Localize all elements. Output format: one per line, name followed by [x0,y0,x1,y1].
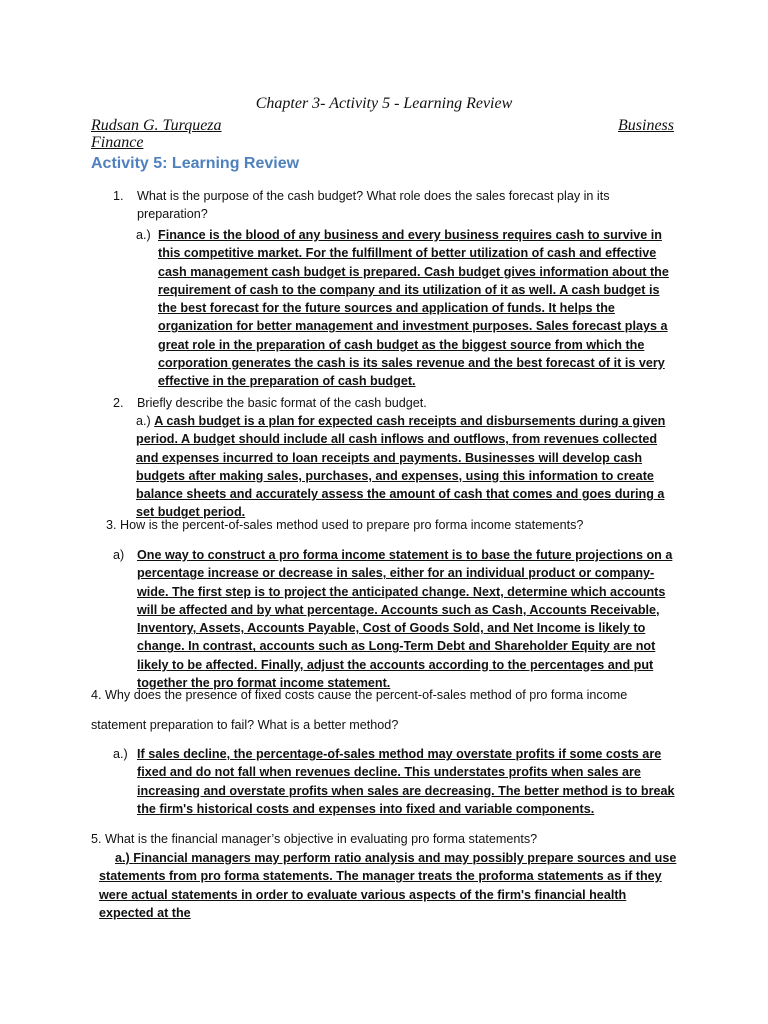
question-5-text: 5. What is the financial manager’s objective in evaluating pro forma statements? [91,832,538,846]
answer-4-text: If sales decline, the percentage-of-sales method may overstate profits if some costs are fixed and do not fall when revenues decline. This understates profits when sales are increasing and overstate profits when sales are decreasing. The better method is to break the firm's historical costs and expenses into fixed and variable components. [137,747,675,816]
answer-5-text: Financial managers may perform ratio analysis and may possibly prepare sources and use statements from pro forma statements. The manager treats the proforma statements as if they were actual statements in order to evaluate various aspects of the firm's financial health expected at the [99,851,677,920]
question-4-text-line-2: statement preparation to fail? What is a better method? [91,718,399,732]
answer-5-label: a.) [115,851,130,865]
question-2 [113,394,673,412]
answer-3 [113,546,683,692]
question-2-number: 2. [113,396,124,410]
subject-part-1: Business [618,117,674,134]
answer-3-text: One way to construct a pro forma income statement is to base the future projections on a percentage increase or decrease in sales, either for an individual product or company-wide. The first step is to project the anticipated change. Next, determine which accounts will be affected and by what percentage. Accounts such as Cash, Accounts Receivable, Inventory, Assets, Accounts Payable, Cost of Goods Sold, and Net Income is likely to change. In contrast, accounts such as Long-Term Debt and Shareholder Equity are not likely to be affected. Finally, adjust the accounts according to the percentages and put together the pro format income statement. [137,548,673,691]
question-2-text: Briefly describe the basic format of the cash budget. [137,396,427,410]
answer-1 [136,226,681,391]
question-4-text-line-1: 4. Why does the presence of fixed costs cause the percent-of-sales method of pro forma income [91,688,628,702]
author-subject-line [91,117,674,135]
answer-2-label: a.) [136,414,151,428]
question-1 [113,187,673,224]
answer-4 [113,745,683,818]
answer-3-label: a) [113,548,125,562]
answer-4-label: a.) [113,747,128,761]
question-3-text: 3. How is the percent-of-sales method used to prepare pro forma income statements? [106,518,584,532]
author-name: Rudsan G. Turqueza [91,117,222,134]
activity-heading: Activity 5: Learning Review [91,155,300,172]
subject-part-2: Finance [91,134,144,151]
answer-2 [136,412,681,522]
question-1-text: What is the purpose of the cash budget? What role does the sales forecast play in its preparation? [137,189,610,222]
answer-2-text: A cash budget is a plan for expected cash receipts and disbursements during a given period. A budget should include all cash inflows and outflows, from revenues collected and expenses incurred to loan receipts and payments. Businesses will develop cash budgets after making sales, purchases, and expenses, using this information to create balance sheets and accurately assess the amount of cash that comes and goes during a set budget period. [136,414,666,520]
answer-1-text: Finance is the blood of any business and every business requires cash to survive in this competitive market. For the fulfillment of better utilization of cash and effective cash management cash budget is prepared. Cash budget gives information about the requirement of cash to the company and its utilization of it as well. A cash budget is the best forecast for the future sources and application of funds. It helps the organization for better management and investment purposes. Sales forecast plays a great role in the preparation of cash budget as the biggest source from which the corporation generates the cash is its sales revenue and the best forecast of it is very effective in the preparation of cash budget. [158,228,669,389]
chapter-title: Chapter 3- Activity 5 - Learning Review [255,95,513,112]
answer-1-label: a.) [136,228,151,242]
answer-5 [99,849,679,922]
question-1-number: 1. [113,189,124,203]
